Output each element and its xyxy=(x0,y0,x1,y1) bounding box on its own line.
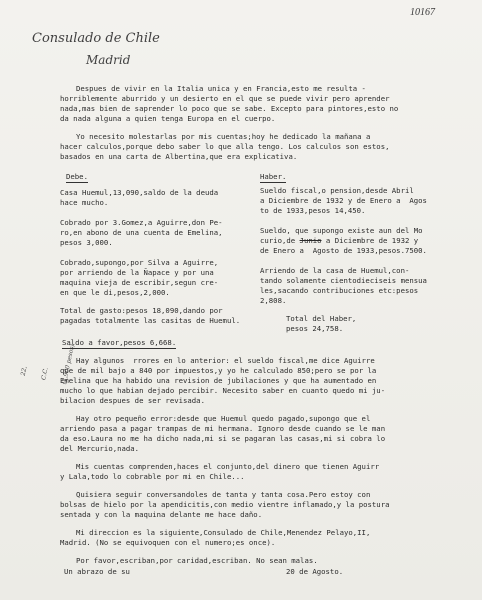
debe-line: Cobrado por 3.Gomez,a Aguirre,don Pe- xyxy=(60,218,223,227)
haber-line: les,sacando contribuciones etc:pesos xyxy=(260,286,419,295)
haber-line: Sueldo, que supongo existe aun del Mo xyxy=(260,226,423,235)
text-line: horriblemente aburrido y un desierto en el que se puede vivir pero aprender xyxy=(60,94,390,103)
text-line: Hay otro pequeño error:desde que Huemul quedo pagado,supongo que el xyxy=(76,414,371,423)
haber-line: Sueldo fiscal,o pension,desde Abril xyxy=(260,186,414,195)
letterhead-city: Madrid xyxy=(86,53,131,67)
debe-line: Casa Huemul,13,090,saldo de la deuda xyxy=(60,188,219,197)
text-line: y Lala,todo lo cobrable por mi en Chile... xyxy=(60,472,245,481)
text-line: del Mercurio,nada. xyxy=(60,444,140,453)
text-line: sentada y con la maquina delante me hace daño. xyxy=(60,510,263,519)
struck-word: Junio xyxy=(299,236,322,245)
debe-line: por arriendo de la Ñapace y por una xyxy=(60,268,214,277)
haber-line: Arriendo de la casa de Huemul,con- xyxy=(260,266,410,275)
haber-line: de Enero a Agosto de 1933,pesos.7500. xyxy=(260,246,427,255)
haber-line: tando solamente cientodieciseis mensua xyxy=(260,276,427,285)
text-line: que de mil bajo a 840 por impuestos,y yo he calculado 850;pero se por la xyxy=(60,366,377,375)
debe-line: ro,en abono de una cuenta de Emelina, xyxy=(60,228,223,237)
debe-line: Total de gasto:pesos 18,090,dando por xyxy=(60,306,223,315)
closing-salutation: Un abrazo de su xyxy=(64,567,130,576)
haber-line: to de 1933,pesos 14,450. xyxy=(260,206,366,215)
closing-date: 20 de Agosto. xyxy=(286,567,344,576)
text-line: da nada alguna a quien tenga Europa en el cuerpo. xyxy=(60,114,276,123)
text-line: Mi direccion es la siguiente,Consulado de Chile,Menendez Pelayo,II, xyxy=(76,528,371,537)
saldo-line: Saldo a favor,pesos 6,668. xyxy=(62,338,177,347)
text-line: nada,mas bien de saprender lo poco que se sabe. Excepto para pintores,esto no xyxy=(60,104,399,113)
letterhead-title: Consulado de Chile xyxy=(32,31,160,46)
text-line: bolsas de hielo por la apendicitis,con medio vientre inflamado,y la postura xyxy=(60,500,390,509)
debe-line: pagadas totalmente las casitas de Huemul. xyxy=(60,316,241,325)
text-line: Yo necesito molestarlas por mis cuentas;hoy he dedicado la mañana a xyxy=(76,132,371,141)
archive-number: 10167 xyxy=(410,7,435,18)
text-line: hacer calculos,porque debo saber lo que alla tengo. Los calculos son estos, xyxy=(60,142,390,151)
text-line: Quisiera seguir conversandoles de tanta y tanta cosa.Pero estoy con xyxy=(76,490,371,499)
text-line: da eso.Laura no me ha dicho nada,mi si se pagaran las casas,mi si cobra lo xyxy=(60,434,386,443)
margin-line: C.C. xyxy=(40,366,50,381)
haber-line: curio,de Junio a Diciembre de 1932 y xyxy=(260,236,419,245)
margin-line: (1,900 pesos) xyxy=(60,343,77,386)
text-line: Mis cuentas comprenden,haces el conjunto,del dinero que tienen Aguirr xyxy=(76,462,380,471)
text-line: Por favor,escriban,por caridad,escriban. No sean malas. xyxy=(76,556,318,565)
text-line: Madrid. (No se equivoquen con el numero;es once). xyxy=(60,538,276,547)
haber-line: a Diciembre de 1932 y de Enero a Agos xyxy=(260,196,427,205)
text-line: basados en una carta de Albertina,que era explicativa. xyxy=(60,152,298,161)
haber-line: Total del Haber, xyxy=(286,314,357,323)
text-line: mucho lo que habian dejado percibir. Necesito saber en cuanto quedo mi ju- xyxy=(60,386,386,395)
text-line: Despues de vivir en la Italia unica y en Francia,esto me resulta - xyxy=(76,84,366,93)
debe-line: maquina vieja de escribir,segun cre- xyxy=(60,278,219,287)
text-line: bilacion despues de ser revisada. xyxy=(60,396,205,405)
text-line: Emelina que ha habido una revision de jubilaciones y que ha aumentado en xyxy=(60,376,377,385)
debe-line: Cobrado,supongo,por Silva a Aguirre, xyxy=(60,258,219,267)
text-line: Hay algunos rrores en lo anterior: el sueldo fiscal,me dice Aguirre xyxy=(76,356,375,365)
text-line: arriendo pasa a pagar trampas de mi hermana. Ignoro desde cuando se le man xyxy=(60,424,386,433)
debe-line: en que le di,pesos,2,000. xyxy=(60,288,170,297)
debe-heading: Debe. xyxy=(66,172,88,181)
haber-heading: Haber. xyxy=(260,172,287,181)
haber-line: 2,808. xyxy=(260,296,287,305)
debe-line: pesos 3,000. xyxy=(60,238,113,247)
margin-line: 22, xyxy=(19,365,29,377)
haber-line: pesos 24,758. xyxy=(286,324,344,333)
debe-line: hace mucho. xyxy=(60,198,109,207)
